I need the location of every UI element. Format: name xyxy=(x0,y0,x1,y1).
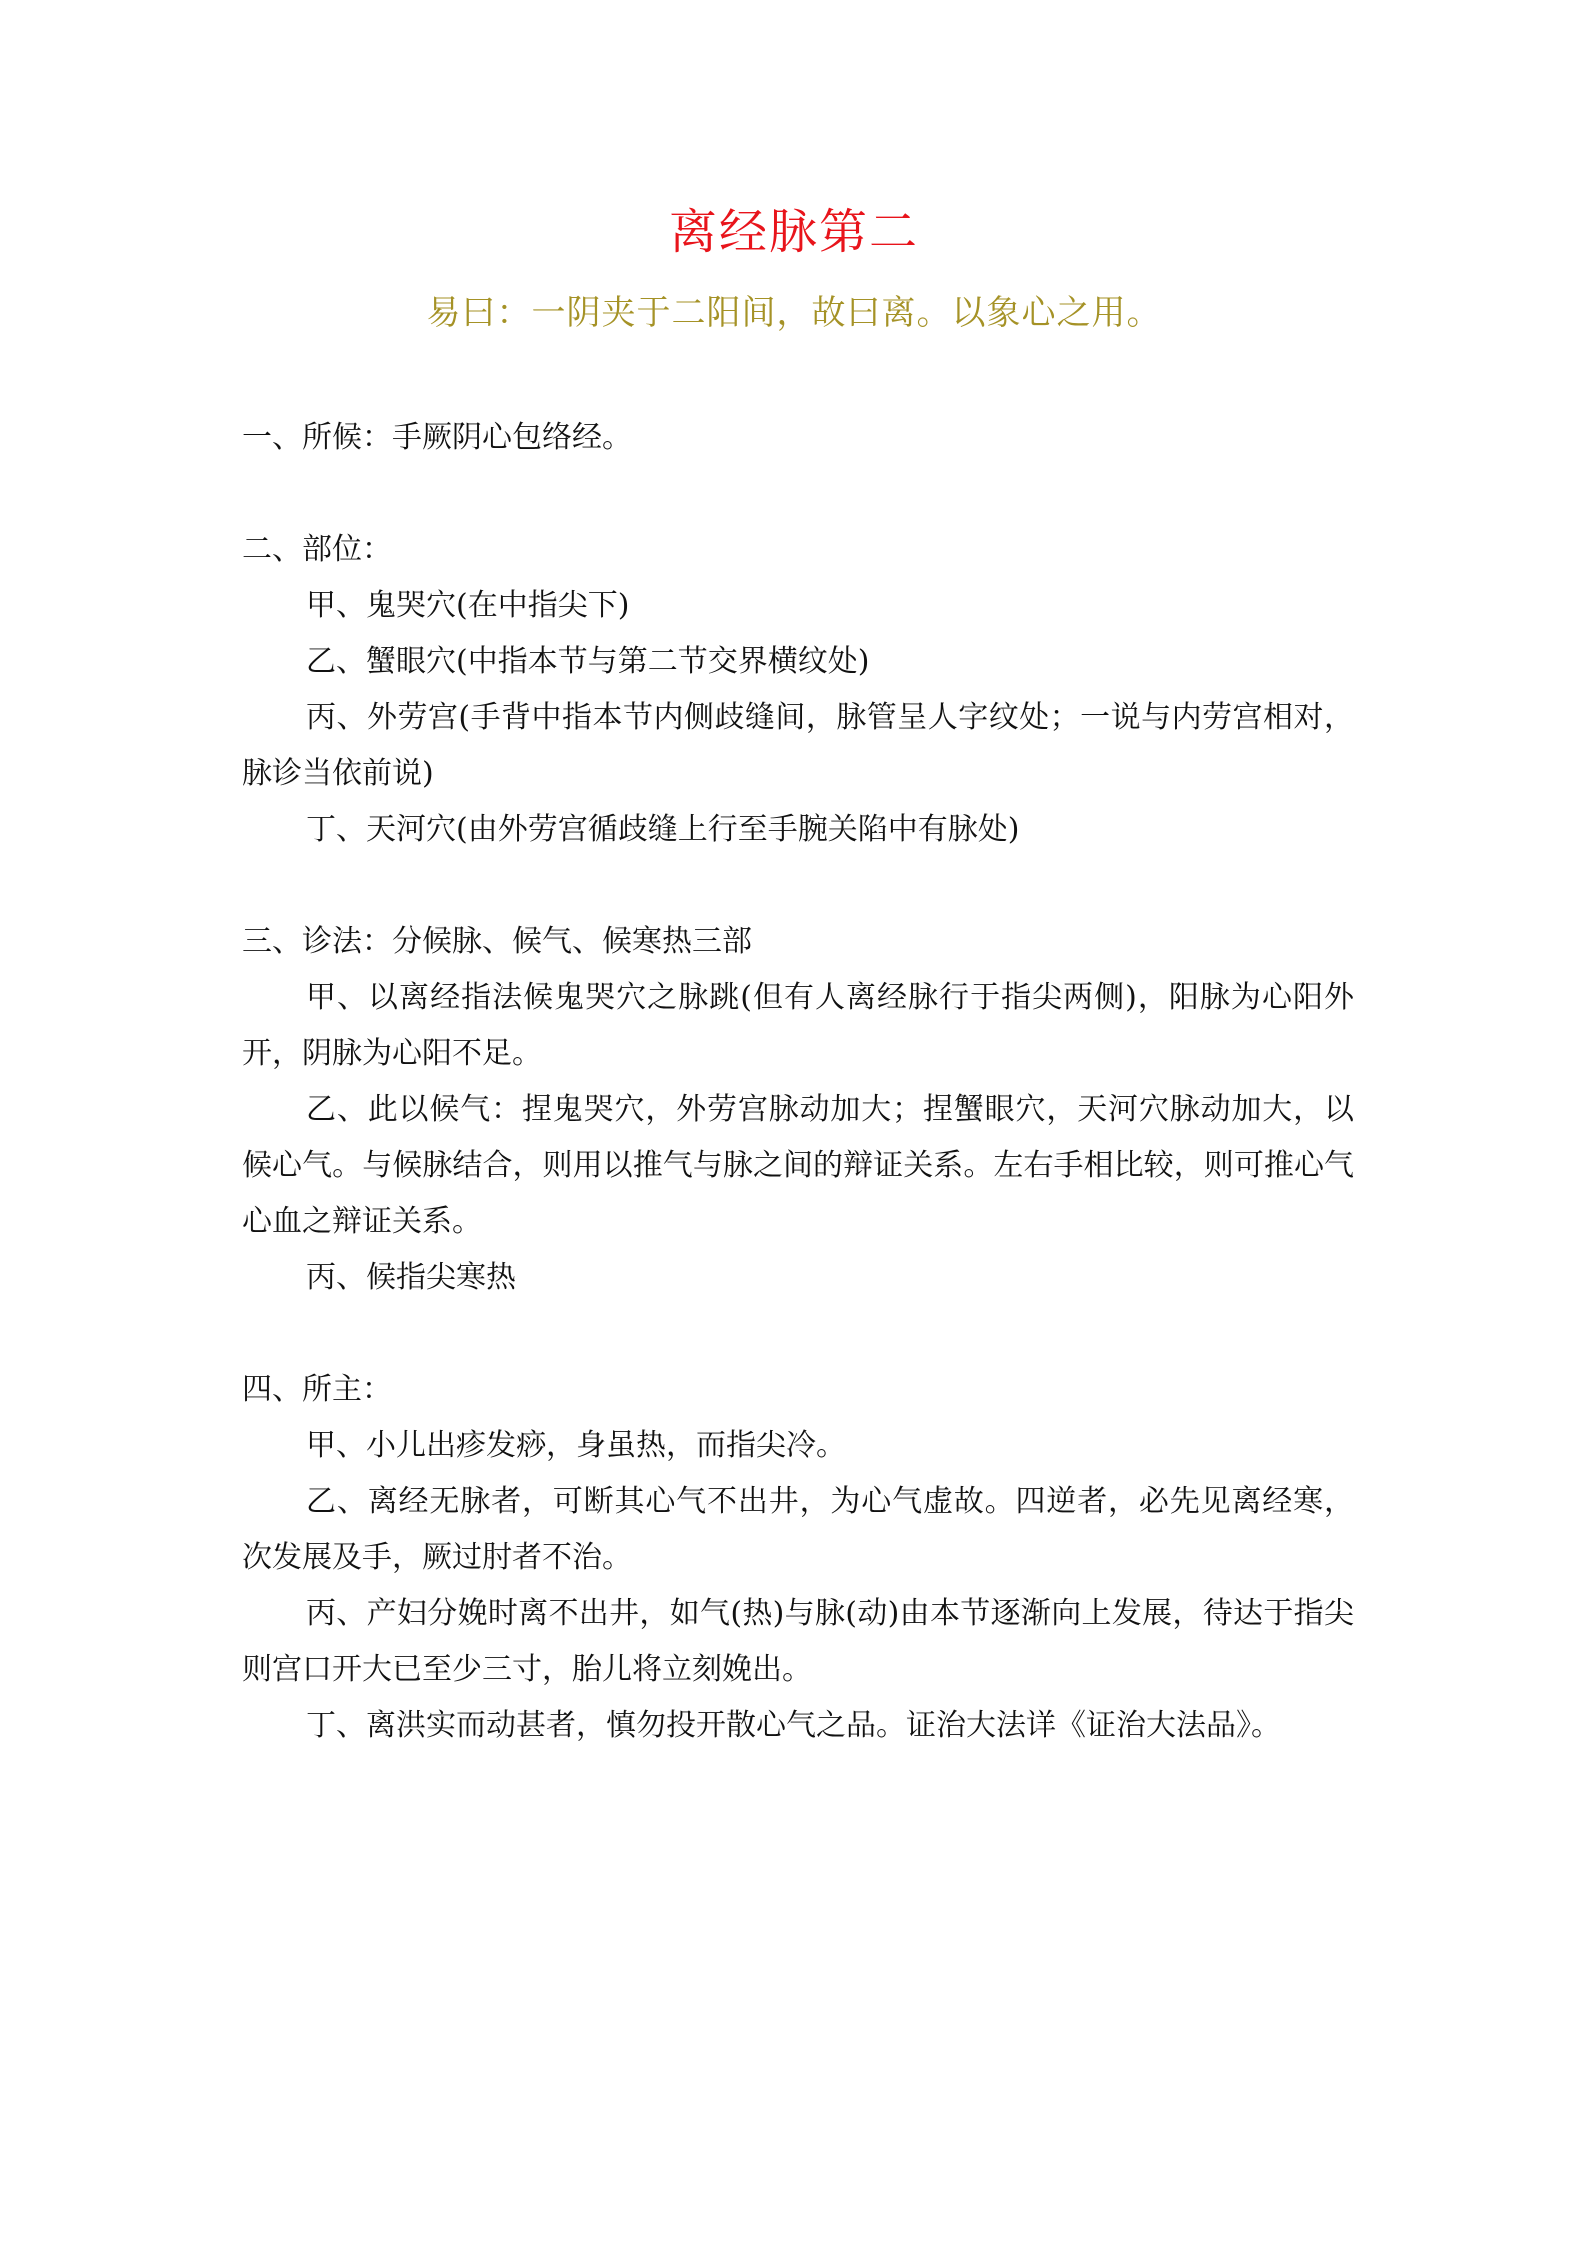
page-title: 离经脉第二 xyxy=(668,204,919,260)
list-item: 丙、产妇分娩时离不出井，如气(热)与脉(动)由本节逐渐向上发展，待达于指尖则宫口开大已至少三寸，胎儿将立刻娩出。 xyxy=(242,1596,1354,1687)
list-item: 甲、小儿出疹发痧，身虽热，而指尖冷。 xyxy=(306,1428,846,1463)
section-heading: 二、部位： xyxy=(242,532,392,567)
list-item: 丙、外劳宫(手背中指本节内侧歧缝间，脉管呈人字纹处；一说与内劳宫相对，脉诊当依前说) xyxy=(242,700,1354,791)
list-item: 乙、蟹眼穴(中指本节与第二节交界横纹处) xyxy=(306,644,870,679)
section-buwei xyxy=(242,522,1354,858)
list-item: 丁、离洪实而动甚者，慎勿投开散心气之品。证治大法详《证治大法品》。 xyxy=(306,1708,1281,1743)
list-item: 乙、离经无脉者，可断其心气不出井，为心气虚故。四逆者，必先见离经寒，次发展及手，厥过肘者不治。 xyxy=(242,1484,1354,1575)
section-heading: 一、所候：手厥阴心包络经。 xyxy=(242,420,632,455)
section-heading: 四、所主： xyxy=(242,1372,392,1407)
list-item: 乙、此以候气：捏鬼哭穴，外劳宫脉动加大；捏蟹眼穴，天河穴脉动加大，以候心气。与候脉结合，则用以推气与脉之间的辩证关系。左右手相比较，则可推心气心血之辩证关系。 xyxy=(242,1092,1354,1239)
section-zhenfa xyxy=(242,914,1354,1306)
section-heading: 三、诊法：分候脉、候气、候寒热三部 xyxy=(242,924,752,959)
list-item: 丙、候指尖寒热 xyxy=(306,1260,516,1295)
section-suozhu xyxy=(242,1362,1354,1754)
list-item: 丁、天河穴(由外劳宫循歧缝上行至手腕关陷中有脉处) xyxy=(306,812,1020,847)
document-body xyxy=(242,410,1354,1754)
list-item: 甲、鬼哭穴(在中指尖下) xyxy=(306,588,630,623)
section-suohou xyxy=(242,410,1354,466)
page-subtitle: 易曰：一阴夹于二阳间，故曰离。以象心之用。 xyxy=(426,293,1162,333)
list-item: 甲、以离经指法候鬼哭穴之脉跳(但有人离经脉行于指尖两侧)，阳脉为心阳外开，阴脉为心阳不足。 xyxy=(242,980,1354,1071)
